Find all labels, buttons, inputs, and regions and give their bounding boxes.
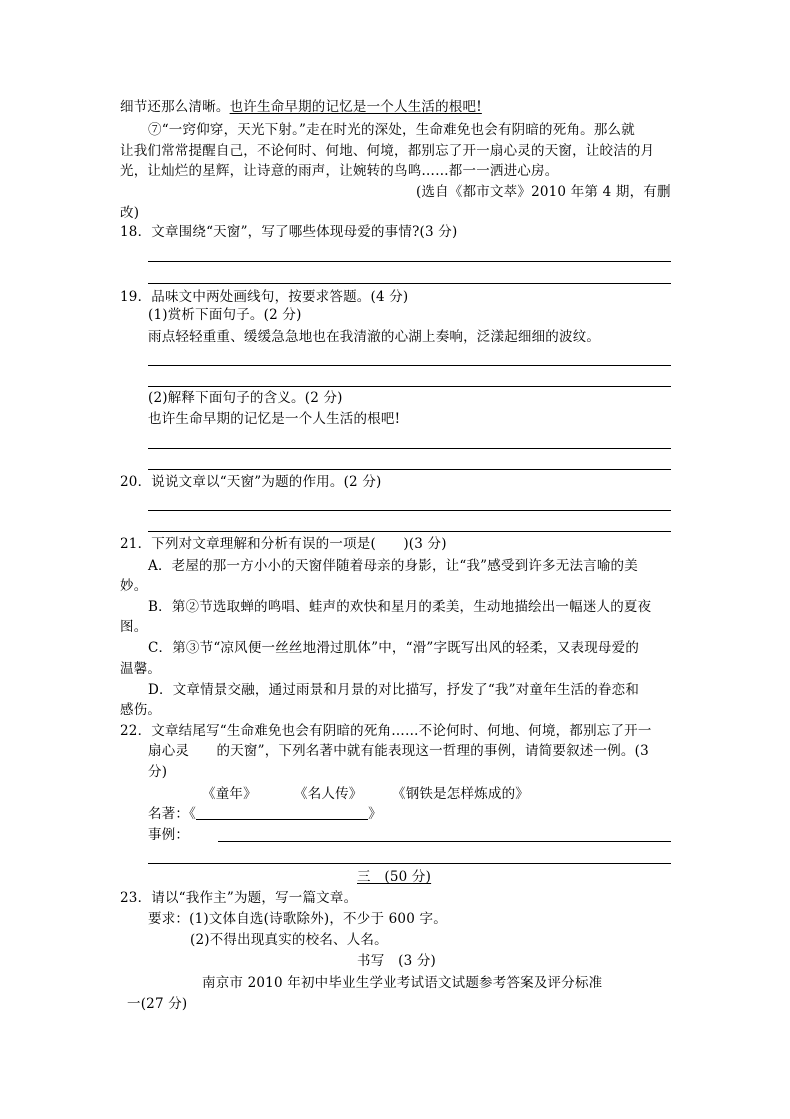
work-label: 名著：《 (148, 806, 197, 822)
option-b: B．第②节选取蝉的鸣唱、蛙声的欢快和星月的柔美，生动地描绘出一幅迷人的夏夜 (148, 599, 652, 615)
question-21: 21．下列对文章理解和分析有误的一项是( )(3 分) (120, 536, 447, 552)
answer-line (148, 863, 671, 864)
source-citation-cont: 改) (120, 205, 140, 221)
question-22-cont: 扇心灵 的天窗”，下列名著中就有能表现这一哲理的事例，请简要叙述一例。(3 (148, 743, 649, 759)
question-19: 19．品味文中两处画线句，按要求答题。(4 分) (120, 289, 409, 305)
answer-line (148, 531, 671, 532)
question-19-sub-1: (1)赏析下面句子。(2 分) (148, 307, 302, 323)
example-label: 事例： (148, 827, 190, 843)
answer-line (148, 386, 671, 387)
question-20: 20．说说文章以“天窗”为题的作用。(2 分) (120, 474, 382, 490)
question-19-sub-2: (2)解释下面句子的含义。(2 分) (148, 390, 343, 406)
paragraph-7-line-2: 让我们常常提醒自己，不论何时、何地、何境，都别忘了开一扇心灵的天窗，让皎洁的月 (120, 143, 655, 159)
answer-key-title: 南京市 2010 年初中毕业生学业考试语文试题参考答案及评分标准 (202, 975, 603, 991)
question-23: 23．请以“我作主”为题，写一篇文章。 (120, 890, 358, 906)
section-3-text: 三 (50 分) (357, 869, 432, 885)
work-close: 》 (368, 806, 382, 822)
answer-line (148, 469, 671, 470)
question-18: 18．文章围绕“天窗”，写了哪些体现母爱的事情?(3 分) (120, 224, 458, 240)
book-option-1: 《童年》 (202, 786, 257, 802)
question-19-sentence-2: 也许生命早期的记忆是一个人生活的根吧! (148, 411, 401, 427)
writing-score: 书写 (3 分) (357, 953, 437, 969)
book-option-2: 《名人传》 (294, 786, 363, 802)
option-a: A．老屋的那一方小小的天窗伴随着母亲的身影，让“我”感受到许多无法言喻的美 (148, 558, 638, 574)
answer-line (148, 448, 671, 449)
option-c-cont: 温馨。 (120, 661, 162, 677)
option-b-cont: 图。 (120, 619, 148, 635)
answer-line (148, 283, 671, 284)
book-option-3: 《钢铁是怎样炼成的》 (392, 786, 529, 802)
work-blank (196, 805, 368, 820)
question-22-cont-2: 分) (148, 764, 168, 780)
answer-line (218, 841, 671, 842)
answer-key-part-1: 一(27 分) (127, 996, 188, 1012)
question-22: 22．文章结尾写“生命难免也会有阴暗的死角……不论何时、何地、何境，都别忘了开一 (120, 723, 652, 739)
passage-text: 细节还那么清晰。 (120, 99, 230, 115)
answer-line (148, 510, 671, 511)
paragraph-7-line-3: 光，让灿烂的星辉，让诗意的雨声，让婉转的鸟鸣……都一一洒进心房。 (120, 163, 559, 179)
passage-line-1 (120, 97, 482, 117)
requirement-1: 要求：(1)文体自选(诗歌除外)，不少于 600 字。 (148, 911, 447, 927)
question-19-sentence-1: 雨点轻轻重重、缓缓急急地也在我清澈的心湖上奏响，泛漾起细细的波纹。 (148, 329, 601, 345)
requirement-2: (2)不得出现真实的校名、人名。 (190, 932, 388, 948)
answer-line (148, 261, 671, 262)
option-c: C．第③节“凉风便一丝丝地滑过肌体”中，“滑”字既写出风的轻柔，又表现母爱的 (148, 640, 640, 656)
option-a-cont: 妙。 (120, 578, 148, 594)
section-3-heading (357, 867, 431, 887)
source-citation: (选自《都市文萃》2010 年第 4 期，有删 (416, 184, 671, 200)
underlined-sentence: 也许生命早期的记忆是一个人生活的根吧! (229, 99, 482, 115)
work-field (148, 804, 382, 824)
option-d: D．文章情景交融，通过雨景和月景的对比描写，抒发了“我”对童年生活的眷恋和 (148, 682, 640, 698)
answer-line (148, 365, 671, 366)
paragraph-7-line-1: ⑦“一窍仰穿，天光下射。”走在时光的深处，生命难免也会有阴暗的死角。那么就 (148, 122, 635, 138)
option-d-cont: 感伤。 (120, 702, 162, 718)
